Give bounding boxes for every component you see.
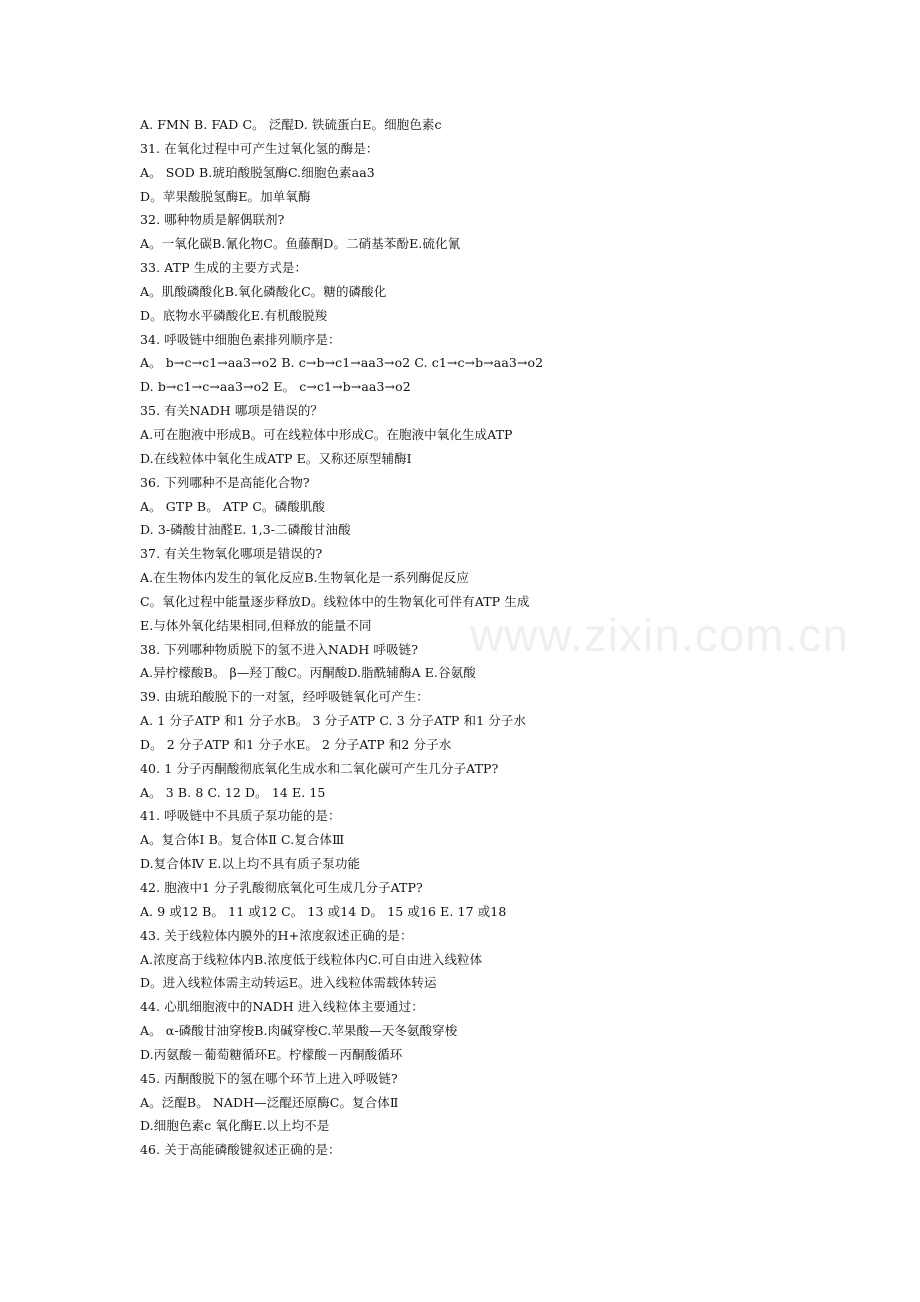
- question-33: 33. ATP 生成的主要方式是：: [140, 260, 308, 276]
- question-45: 45. 丙酮酸脱下的氢在哪个环节上进入呼吸链?: [140, 1070, 398, 1086]
- text-line: A。复合体Ⅰ B。复合体Ⅱ C.复合体Ⅲ: [140, 832, 345, 848]
- question-35: 35. 有关NADH 哪项是错误的？: [140, 403, 324, 419]
- text-line: D。 2 分子ATP 和1 分子水E。 2 分子ATP 和2 分子水: [140, 736, 452, 752]
- text-line: D.丙氨酸－葡萄糖循环E。柠檬酸－丙酮酸循环: [140, 1046, 403, 1062]
- text-line: A。一氧化碳B.氰化物C。鱼藤酮D。二硝基苯酚E.硫化氰: [140, 236, 461, 252]
- text-line: A. 1 分子ATP 和1 分子水B。 3 分子ATP C. 3 分子ATP 和1 分子水: [140, 713, 527, 729]
- question-36: 36. 下列哪种不是高能化合物?: [140, 474, 310, 490]
- text-line: A.在生物体内发生的氧化反应B.生物氧化是一系列酶促反应: [140, 570, 469, 586]
- text-line: D。底物水平磷酸化E.有机酸脱羧: [140, 307, 328, 323]
- text-line: A. FMN B. FAD C。 泛醌D. 铁硫蛋白E。细胞色素c: [140, 117, 442, 132]
- text-line: D. b→c1→c→aa3→o2 E。 c→c1→b→aa3→o2: [140, 379, 411, 395]
- text-line: A。 3 B. 8 C. 12 D。 14 E. 15: [140, 784, 326, 800]
- question-32: 32. 哪种物质是解偶联剂?: [140, 212, 285, 228]
- text-line: A。肌酸磷酸化B.氧化磷酸化C。糖的磷酸化: [140, 283, 387, 299]
- text-line: A.可在胞液中形成B。可在线粒体中形成C。在胞液中氧化生成ATP: [140, 426, 513, 442]
- text-line: E.与体外氧化结果相同,但释放的能量不同: [140, 617, 372, 633]
- question-39: 39. 由琥珀酸脱下的一对氢，经呼吸链氧化可产生：: [140, 689, 429, 705]
- text-line: A。 α-磷酸甘油穿梭B.肉碱穿梭C.苹果酸—天冬氨酸穿梭: [140, 1023, 458, 1039]
- question-43: 43. 关于线粒体内膜外的H+浓度叙述正确的是：: [140, 927, 413, 943]
- question-41: 41. 呼吸链中不具质子泵功能的是：: [140, 808, 341, 824]
- text-line: C。氧化过程中能量逐步释放D。线粒体中的生物氧化可伴有ATP 生成: [140, 593, 530, 609]
- text-line: A.浓度高于线粒体内B.浓度低于线粒体内C.可自由进入线粒体: [140, 951, 483, 967]
- text-line: A。 b→c→c1→aa3→o2 B. c→b→c1→aa3→o2 C. c1→c→b→aa3→o2: [140, 355, 544, 371]
- document-body: [140, 113, 840, 1162]
- text-line: A。 SOD B.琥珀酸脱氢酶C.细胞色素aa3: [140, 164, 375, 180]
- text-line: D。进入线粒体需主动转运E。进入线粒体需载体转运: [140, 975, 437, 991]
- text-line: A。 GTP B。 ATP C。磷酸肌酸: [140, 498, 325, 514]
- question-34: 34. 呼吸链中细胞色素排列顺序是：: [140, 331, 341, 347]
- question-40: 40. 1 分子丙酮酸彻底氧化生成水和二氧化碳可产生几分子ATP?: [140, 760, 499, 776]
- text-line: A。泛醌B。 NADH—泛醌还原酶C。复合体Ⅱ: [140, 1094, 399, 1110]
- text-line: A. 9 或12 B。 11 或12 C。 13 或14 D。 15 或16 E. 17 或18: [140, 903, 507, 919]
- text-line: D.细胞色素c 氧化酶E.以上均不是: [140, 1118, 330, 1134]
- question-46: 46. 关于高能磷酸键叙述正确的是：: [140, 1142, 341, 1158]
- question-44: 44. 心肌细胞液中的NADH 进入线粒体主要通过：: [140, 999, 424, 1015]
- text-line: D.在线粒体中氧化生成ATP E。又称还原型辅酶Ⅰ: [140, 450, 412, 466]
- text-line: A.异柠檬酸B。 β—羟丁酸C。丙酮酸D.脂酰辅酶A E.谷氨酸: [140, 665, 476, 681]
- text-line: D. 3-磷酸甘油醛E. 1,3-二磷酸甘油酸: [140, 522, 351, 538]
- text-line: D。苹果酸脱氢酶E。加单氧酶: [140, 188, 311, 204]
- watermark: www.zixin.com.cn: [470, 609, 849, 661]
- question-38: 38. 下列哪种物质脱下的氢不进入NADH 呼吸链?: [140, 641, 419, 657]
- text-line: D.复合体Ⅳ E.以上均不具有质子泵功能: [140, 856, 361, 872]
- question-42: 42. 胞液中1 分子乳酸彻底氧化可生成几分子ATP?: [140, 880, 423, 895]
- question-31: 31. 在氧化过程中可产生过氧化氢的酶是：: [140, 140, 379, 156]
- question-37: 37. 有关生物氧化哪项是错误的?: [140, 546, 323, 562]
